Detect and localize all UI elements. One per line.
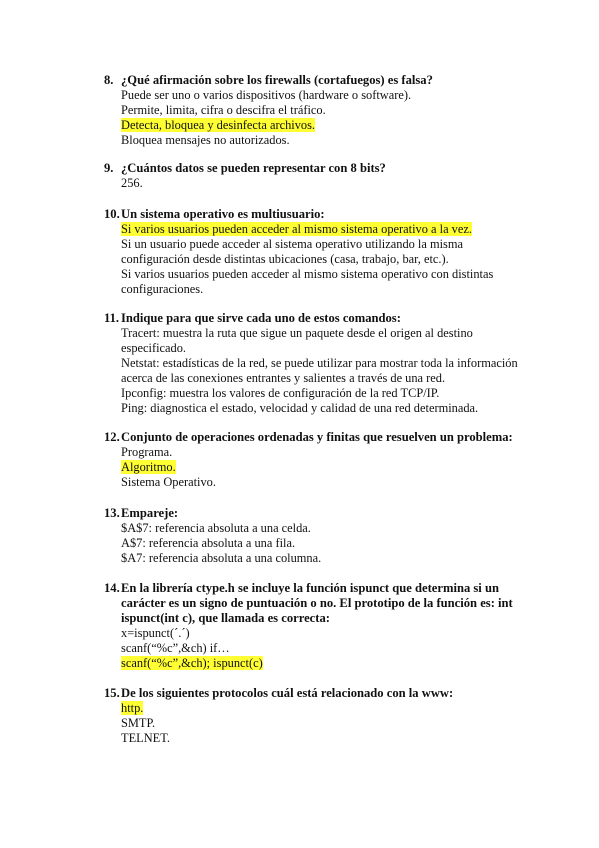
question-heading (104, 506, 534, 521)
answer-list (121, 521, 534, 566)
answer-option: Sistema Operativo. (121, 475, 216, 489)
answer-option-correct: Si varios usuarios pueden acceder al mismo sistema operativo a la vez. (121, 222, 472, 236)
question-number: 15. (104, 686, 120, 700)
question-number: 11. (104, 311, 120, 325)
answer-list (121, 445, 534, 490)
answer-option: Programa. (121, 445, 173, 459)
question-11 (104, 311, 534, 416)
answer-option-correct: Detecta, bloquea y desinfecta archivos. (121, 118, 316, 132)
answer-option: SMTP. (121, 716, 156, 730)
question-title: Conjunto de operaciones ordenadas y finitas que resuelven un problema: (121, 430, 513, 444)
question-number: 12. (104, 430, 120, 444)
question-heading (104, 430, 534, 445)
question-14 (104, 581, 534, 671)
answer-option: Tracert: muestra la ruta que sigue un paquete desde el origen al destino especificado. (121, 326, 473, 355)
question-title: Un sistema operativo es multiusuario: (121, 207, 325, 221)
question-heading (104, 161, 534, 176)
answer-option: A$7: referencia absoluta a una fila. (121, 536, 296, 550)
question-heading (104, 686, 534, 701)
answer-option-correct: scanf(“%c”,&ch); ispunct(c) (121, 656, 263, 670)
answer-option: Ipconfig: muestra los valores de configuración de la red TCP/IP. (121, 386, 440, 400)
answer-list (121, 326, 534, 416)
question-number: 13. (104, 506, 120, 520)
question-12 (104, 430, 534, 490)
question-number: 8. (104, 73, 114, 87)
answer-option: Si un usuario puede acceder al sistema operativo utilizando la misma configuración desde distintas ubicaciones (casa, trabajo, bar, etc.). (121, 237, 464, 266)
question-8 (104, 73, 534, 148)
question-title: ¿Cuántos datos se pueden representar con 8 bits? (121, 161, 386, 175)
answer-list (121, 222, 534, 297)
question-heading (104, 73, 534, 88)
answer-option: Permite, limita, cifra o descifra el tráfico. (121, 103, 326, 117)
question-title: En la librería ctype.h se incluye la función ispunct que determina si un carácter es un signo de puntuación o no. El prototipo de la función es: int ispunct(int c), que llamada es correcta: (121, 581, 513, 625)
answer-option: Puede ser uno o varios dispositivos (hardware o software). (121, 88, 412, 102)
question-heading (104, 581, 534, 626)
answer-list (121, 88, 534, 148)
answer-option: scanf(“%c”,&ch) if… (121, 641, 230, 655)
question-heading (104, 311, 534, 326)
answer-option-correct: Algoritmo. (121, 460, 176, 474)
question-number: 10. (104, 207, 120, 221)
answer-option: Netstat: estadísticas de la red, se puede utilizar para mostrar toda la información acerca de las conexiones entrantes y salientes a través de una red. (121, 356, 518, 385)
answer-option: $A7: referencia absoluta a una columna. (121, 551, 322, 565)
answer-option-correct: http. (121, 701, 144, 715)
question-10 (104, 207, 534, 297)
question-title: ¿Qué afirmación sobre los firewalls (cortafuegos) es falsa? (121, 73, 433, 87)
question-9 (104, 161, 534, 191)
answer-option: 256. (121, 176, 143, 190)
answer-option: x=ispunct(´.´) (121, 626, 190, 640)
question-title: Indique para que sirve cada uno de estos comandos: (121, 311, 401, 325)
question-13 (104, 506, 534, 566)
answer-list (121, 626, 534, 671)
answer-option: TELNET. (121, 731, 170, 745)
question-number: 9. (104, 161, 114, 175)
question-number: 14. (104, 581, 120, 595)
question-title: Empareje: (121, 506, 179, 520)
question-title: De los siguientes protocolos cuál está relacionado con la www: (121, 686, 454, 700)
question-15 (104, 686, 534, 746)
question-heading (104, 207, 534, 222)
answer-list (121, 176, 534, 191)
answer-list (121, 701, 534, 746)
answer-option: $A$7: referencia absoluta a una celda. (121, 521, 311, 535)
answer-option: Bloquea mensajes no autorizados. (121, 133, 290, 147)
answer-option: Ping: diagnostica el estado, velocidad y calidad de una red determinada. (121, 401, 479, 415)
answer-option: Si varios usuarios pueden acceder al mismo sistema operativo con distintas configuraciones. (121, 267, 494, 296)
